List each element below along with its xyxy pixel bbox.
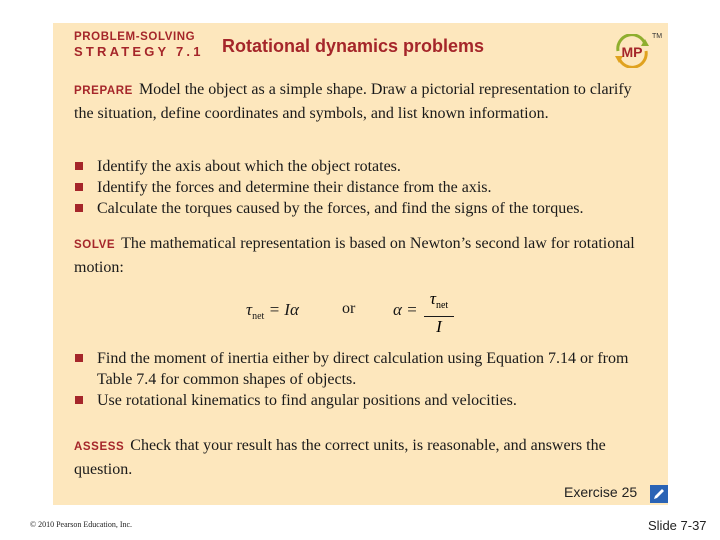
list-item: Calculate the torques caused by the forces, and find the signs of the torques. xyxy=(74,198,659,219)
mp-badge-icon xyxy=(612,34,652,68)
prepare-section xyxy=(74,79,654,124)
prepare-keyword: PREPARE xyxy=(74,85,133,97)
bullet-icon xyxy=(75,183,83,191)
pencil-icon[interactable] xyxy=(650,485,668,503)
assess-keyword: ASSESS xyxy=(74,441,125,453)
equation-torque: $\tau_{net} = I\alpha$ xyxy=(246,300,299,322)
bullet-icon xyxy=(75,354,83,362)
equation-fraction xyxy=(424,290,454,337)
bullet-icon xyxy=(75,204,83,212)
fraction-denominator: I xyxy=(436,317,442,336)
list-item: Find the moment of inertia either by direct calculation using Equation 7.14 or from Table 7.4 for common shapes of objects. xyxy=(74,348,659,390)
exercise-link[interactable]: Exercise 25 xyxy=(564,484,638,500)
solve-keyword: SOLVE xyxy=(74,239,116,251)
equation-alpha-lhs: α = xyxy=(393,300,418,319)
strategy-number: STRATEGY 7.1 xyxy=(74,44,204,59)
slide-number: Slide 7-37 xyxy=(648,518,707,533)
solve-section xyxy=(74,233,654,278)
solve-bullets xyxy=(74,348,659,411)
mp-badge-text: MP xyxy=(621,44,643,60)
assess-text: Check that your result has the correct units, is reasonable, and answers the question. xyxy=(74,437,606,478)
list-item: Identify the axis about which the object rotates. xyxy=(74,156,659,177)
copyright: © 2010 Pearson Education, Inc. xyxy=(30,520,133,529)
bullet-icon xyxy=(75,396,83,404)
prepare-text: Model the object as a simple shape. Draw a pictorial representation to clarify the situation, define coordinates and symbols, and list known information. xyxy=(74,81,632,122)
strategy-label: PROBLEM-SOLVING xyxy=(74,31,196,43)
bullet-icon xyxy=(75,162,83,170)
list-item: Identify the forces and determine their distance from the axis. xyxy=(74,177,659,198)
solve-text: The mathematical representation is based on Newton’s second law for rotational motion: xyxy=(74,235,635,276)
fraction-numerator: $\tau_{net}$ xyxy=(424,290,454,317)
list-item: Use rotational kinematics to find angular positions and velocities. xyxy=(74,390,659,411)
prepare-bullets xyxy=(74,156,659,219)
trademark: TM xyxy=(652,33,663,40)
assess-section xyxy=(74,435,654,480)
equation-connector: or xyxy=(342,300,356,317)
page-title: Rotational dynamics problems xyxy=(222,36,485,56)
